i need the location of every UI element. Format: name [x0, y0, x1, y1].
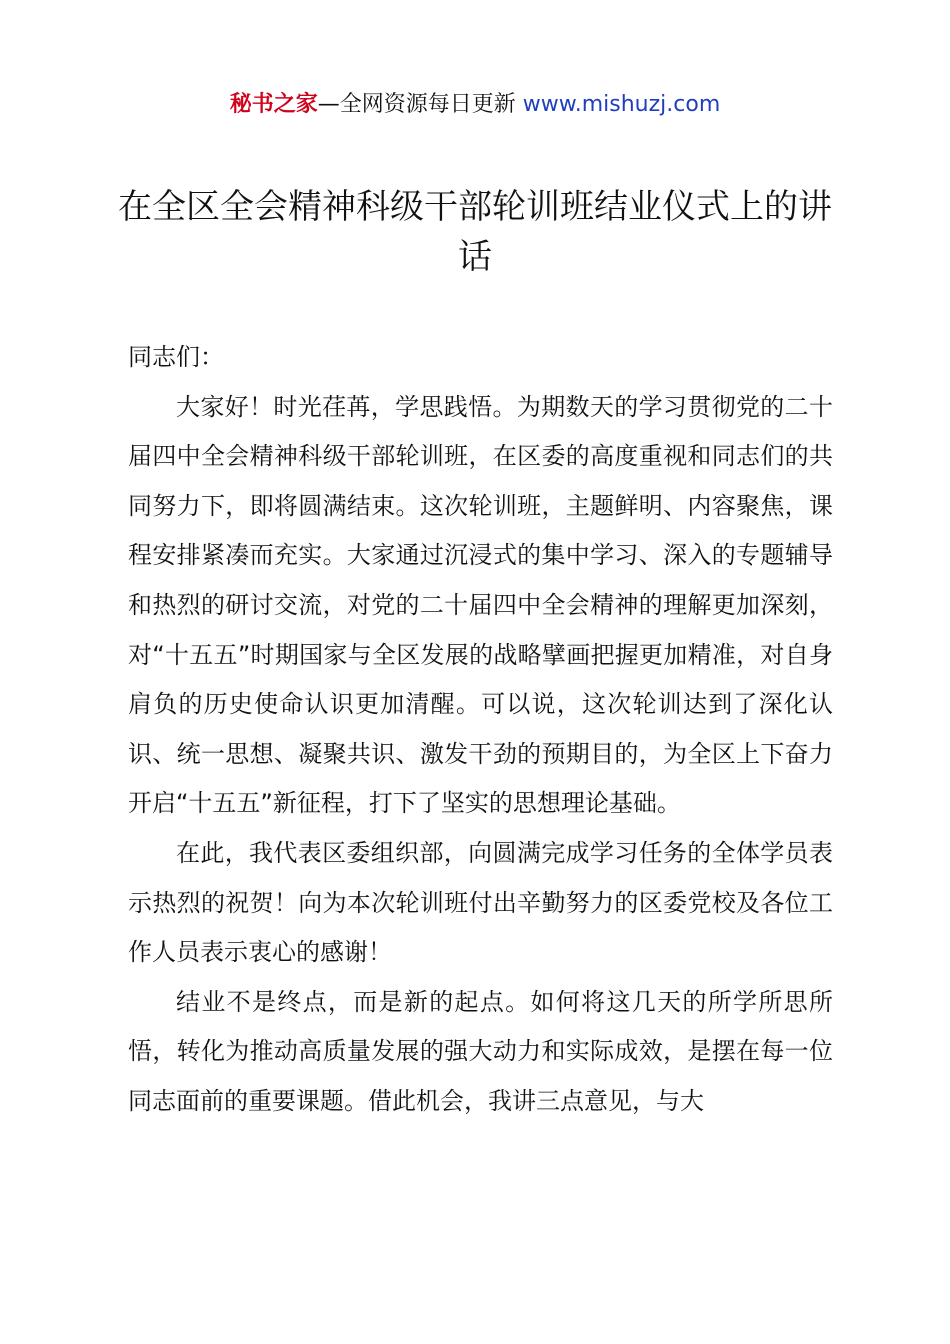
paragraph: 结业不是终点，而是新的起点。如何将这几天的所学所思所悟，转化为推动高质量发展的强大动力和实际成效，是摆在每一位同志面前的重要课题。借此机会，我讲三点意见，与大 — [128, 987, 833, 1115]
site-url-link[interactable]: www.mishuzj.com — [522, 92, 721, 117]
document-body — [128, 333, 833, 1127]
document-title: 在全区全会精神科级干部轮训班结业仪式上的讲话 — [118, 187, 832, 277]
site-header — [0, 88, 950, 122]
paragraph: 在此，我代表区委组织部，向圆满完成学习任务的全体学员表示热烈的祝贺！向为本次轮训班付出辛勤努力的区委党校及各位工作人员表示衷心的感谢！ — [128, 838, 833, 967]
header-tagline: —全网资源每日更新 — [317, 92, 516, 117]
paragraph: 大家好！时光荏苒，学思践悟。为期数天的学习贯彻党的二十届四中全会精神科级干部轮训班，在区委的高度重视和同志们的共同努力下，即将圆满结束。这次轮训班，主题鲜明、内容聚焦，课程安排紧凑而充实。大家通过沉浸式的集中学习、深入的专题辅导和热烈的研讨交流，对党的二十届四中全会精神的理解更加深刻，对“十五五”时期国家与全区发展的战略擘画把握更加精准，对自身肩负的历史使命认识更加清醒。可以说，这次轮训达到了深化认识、统一思想、凝聚共识、激发干劲的预期目的，为全区上下奋力开启“十五五”新征程，打下了坚实的思想理论基础。 — [128, 392, 833, 818]
brand-name: 秘书之家 — [229, 92, 318, 117]
salutation: 同志们： — [128, 343, 224, 371]
